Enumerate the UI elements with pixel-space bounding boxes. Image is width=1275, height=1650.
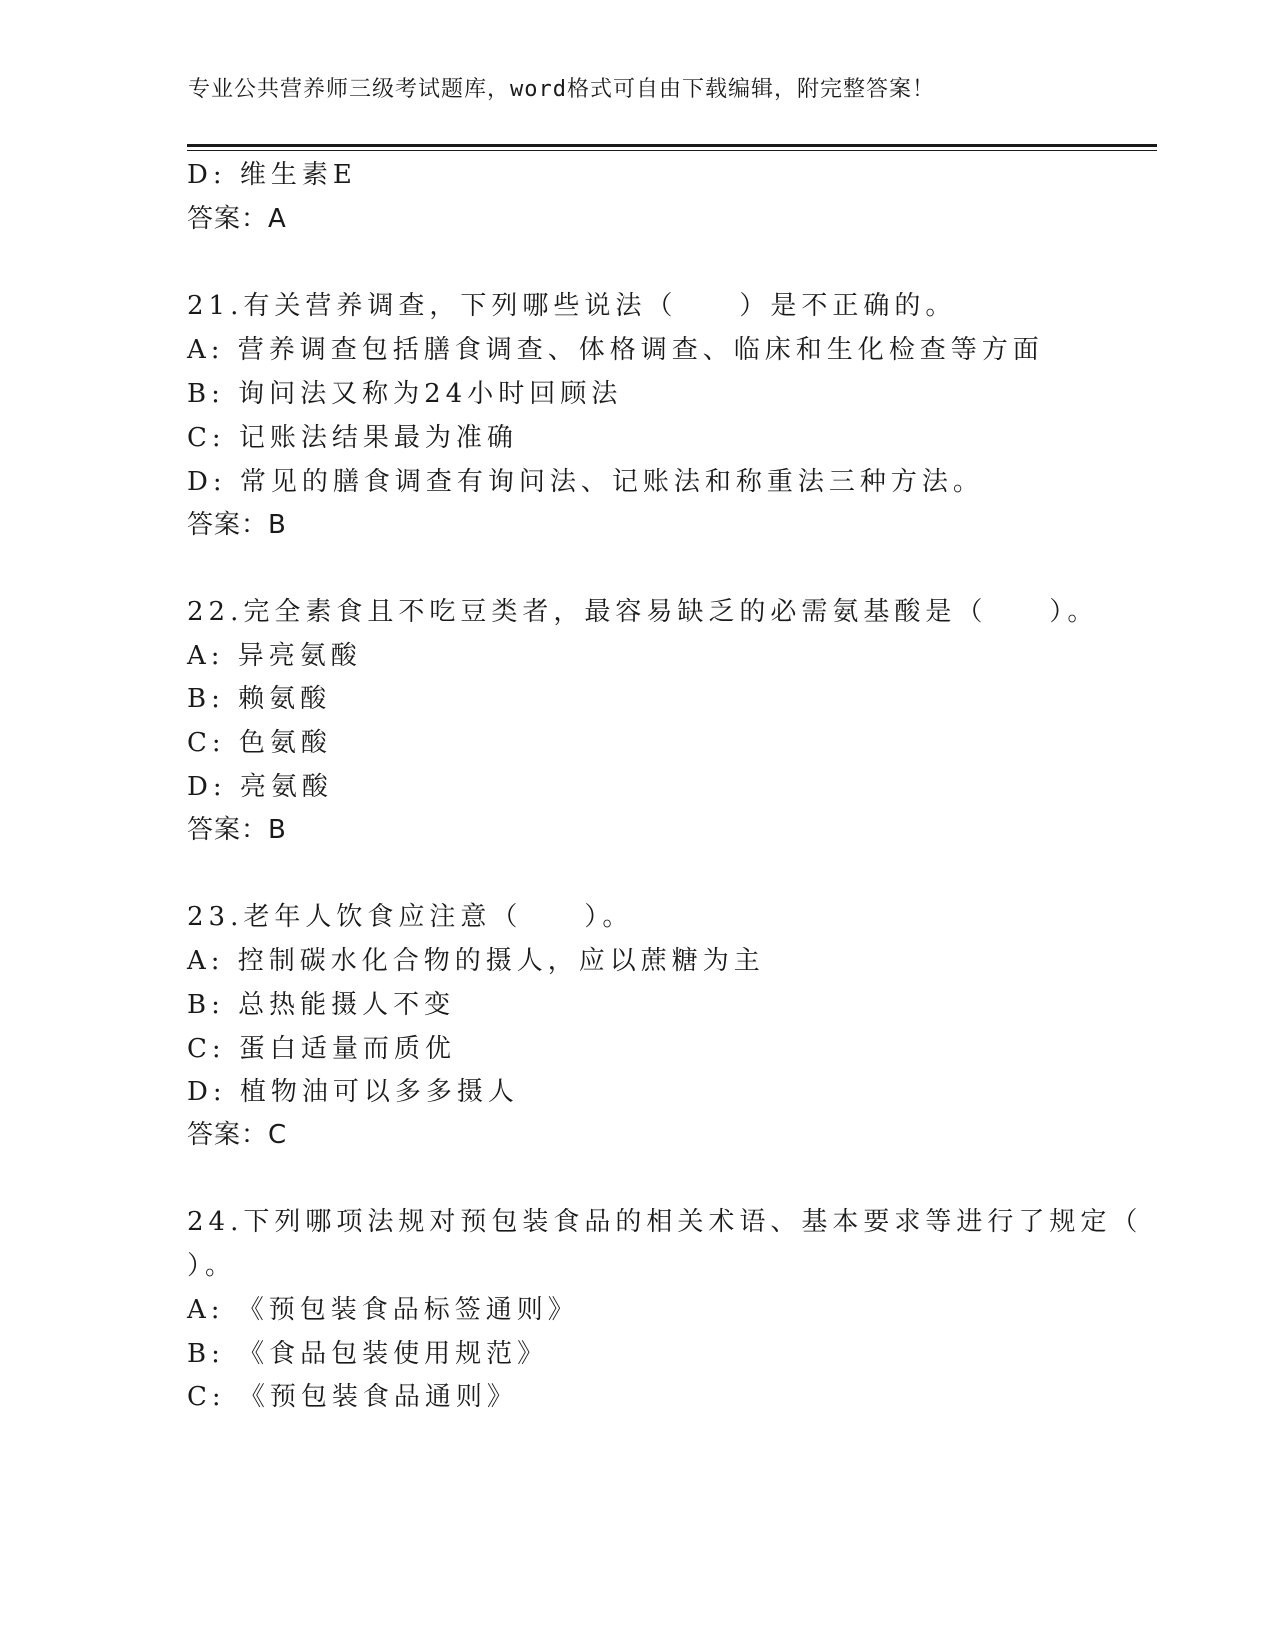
prev-option-d: D: 维生素E: [187, 160, 357, 190]
question-stem-22: 22.完全素食且不吃豆类者，最容易缺乏的必需氨基酸是（ ）。: [187, 597, 1099, 627]
question-stem-23: 23.老年人饮食应注意（ ）。: [187, 902, 634, 932]
q23-option-c: C: 蛋白适量而质优: [187, 1034, 456, 1064]
q23-option-b: B: 总热能摄人不变: [187, 990, 456, 1020]
q23-option-a: A: 控制碳水化合物的摄人，应以蔗糖为主: [187, 946, 765, 976]
q23-option-d: D: 植物油可以多多摄人: [187, 1077, 519, 1107]
q21-answer: 答案：B: [187, 510, 287, 540]
prev-answer: 答案：A: [187, 204, 287, 234]
q24-option-c: C: 《预包装食品通则》: [187, 1382, 518, 1412]
q22-answer: 答案：B: [187, 815, 287, 845]
q21-option-a: A: 营养调查包括膳食调查、体格调查、临床和生化检查等方面: [187, 335, 1044, 365]
header-divider: [187, 144, 1157, 147]
q22-option-d: D: 亮氨酸: [187, 772, 333, 802]
q22-option-a: A: 异亮氨酸: [187, 641, 362, 671]
question-stem-24-cont: ）。: [187, 1251, 237, 1281]
q21-option-c: C: 记账法结果最为准确: [187, 423, 518, 453]
q24-option-a: A: 《预包装食品标签通则》: [187, 1295, 579, 1325]
question-stem-24: 24.下列哪项法规对预包装食品的相关术语、基本要求等进行了规定（: [187, 1207, 1143, 1237]
q23-answer: 答案：C: [187, 1120, 288, 1150]
header-divider-thin: [187, 150, 1157, 151]
page-header: 专业公共营养师三级考试题库，word格式可自由下载编辑，附完整答案！: [188, 77, 935, 102]
q24-option-b: B: 《食品包装使用规范》: [187, 1339, 549, 1369]
q22-option-c: C: 色氨酸: [187, 728, 332, 758]
question-stem-21: 21.有关营养调查，下列哪些说法（ ）是不正确的。: [187, 291, 957, 321]
q21-option-d: D: 常见的膳食调查有询问法、记账法和称重法三种方法。: [187, 467, 984, 497]
q22-option-b: B: 赖氨酸: [187, 684, 332, 714]
q21-option-b: B: 询问法又称为24小时回顾法: [187, 379, 623, 409]
